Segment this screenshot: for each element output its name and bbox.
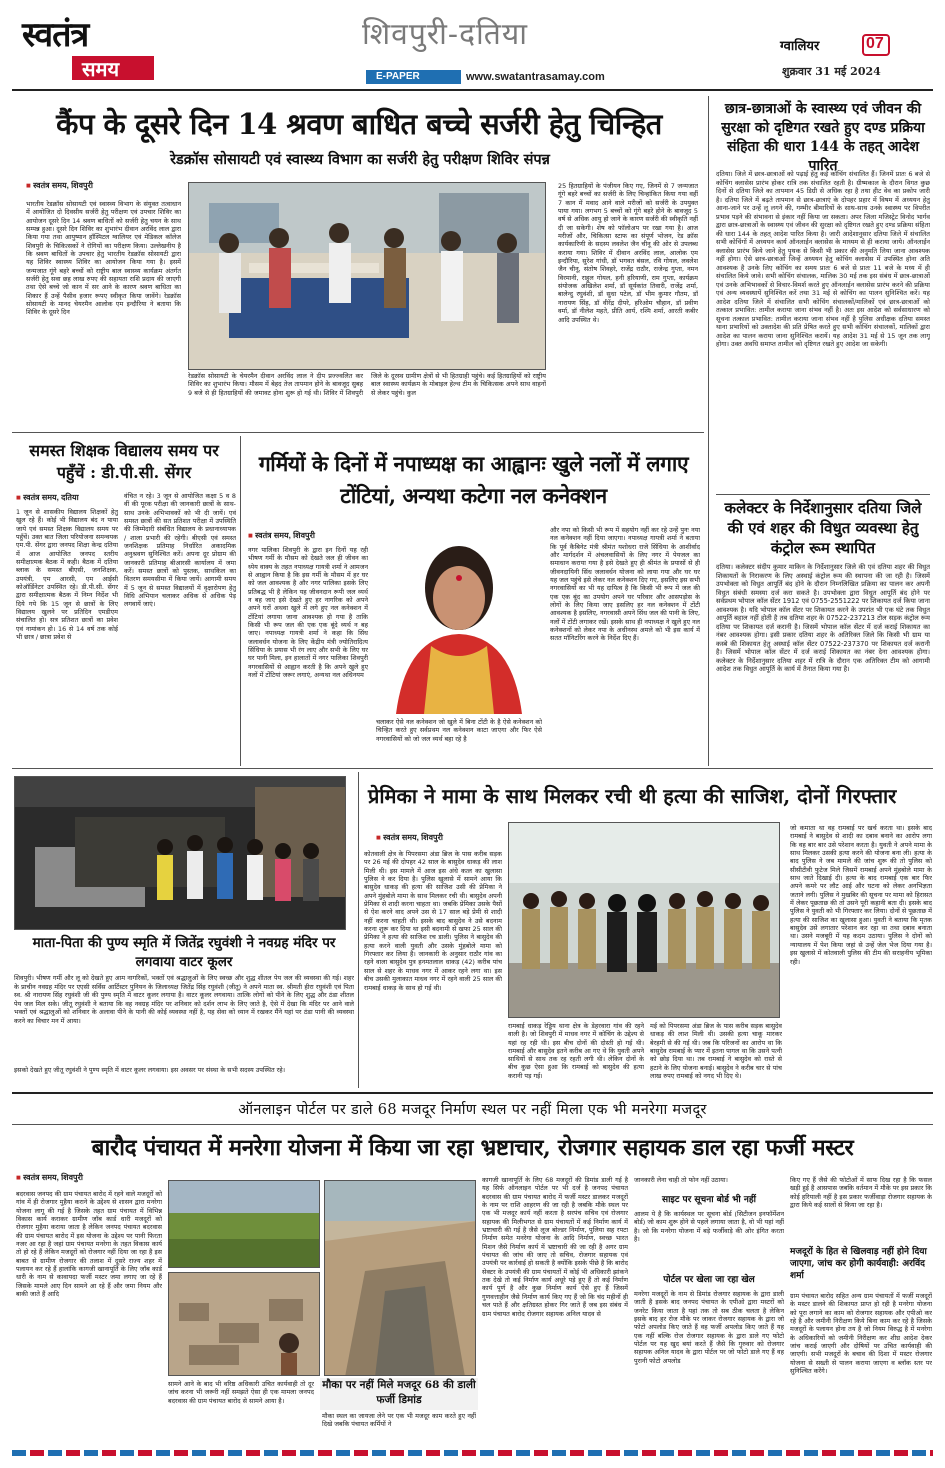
police-arrest-group-photo — [509, 823, 780, 1018]
issue-date: शुक्रवार 31 मई 2024 — [782, 65, 881, 78]
story7-col3: जो कमाता था वह रामबाई पर खर्च करता था। इसके बाद रामबाई ने बासुदेव से शादी का दबाव बनाने का आरोप लगा कि वह बार बार उसे परेशान करता है। युवती ने अपने मामा के साथ मिलकर उसकी हत्या करने की योजना बना ली। हत्या के बाद पुलिस ने जब मामले की जांच शुरू की तो पुलिस को सीसीटीवी फुटेज मिले जिसमें रामबाई अपने मुंहबोले मामा के साथ जाते दिखाई दी। हत्या के बाद रामबाई एक बार फिर अपने कमरे पर लौट आई और घटना को लेकर अनभिज्ञता जताने लगी। पुलिस ने मुखबिर की सूचना पर मामा को हिरासत में लेकर पूछताछ की तो उसने पूरी कहानी बता दी। इसके बाद पुलिस ने युवती को भी गिरफ्तार कर लिया। दोनों से पूछताछ में हत्या की साजिश का खुलासा हुआ। युवती ने बताया कि मृतक बासुदेव उसे लगातार परेशान कर रहा था तथा दबाव बनाता था। उसने मजबूरी में यह कदम उठाया। पुलिस ने दोनों को न्यायालय में पेश किया जहां से उन्हें जेल भेज दिया गया है। इस खुलासे में कोतवाली पुलिस की टीम की सराहनीय भूमिका रही। — [790, 824, 932, 966]
story8-col1: बदरवास जनपद की ग्राम पंचायत बारोद में रहने वाले मजदूरों को गांव में ही रोजगार मुहैया कराने के उद्देश्य से शासन द्वारा मनरेगा योजना लागू की गई है जिसके तहत ग्राम पंचायत में विभिन्न विकास कार्य कराकर ग्रामीण जॉब कार्ड धारी मजदूरों को रोजगार मुहैया कराया जाता है लेकिन जनपद पंचायत बदरवास की ग्राम पंचायत बारोद में इस योजना के उद्देश्य पर पानी फिरता नजर आ रहा है जहां ग्राम पंचायत मनरेगा के तहत विकास कार्य तो हो रहे हैं लेकिन मजदूरों को रोजगार नहीं दिया जा रहा है इस बाबत से ग्रामीण रोजगार की तलाश में दूसरे राज्य शहर में पलायन कर रहे हैं हालांकि कागजी खानापूर्ति के लिए जॉब कार्ड धारी के नाम से कावायदा फर्जी मस्टर जमा लगाए जा रहे हैं जिसके मामले आए दिन सामने आ रहे हैं और जमा नियम और बाकी जाते हैं आदि — [16, 1190, 162, 1299]
stone-construction-photo — [169, 1273, 320, 1376]
story6-photo — [14, 776, 346, 930]
story7-photo-caption: रामबाई धाकड़ रेड्डिय थाना क्षेत्र के डेहरवारा गांव की रहने वाली है। जो शिवपुरी में माधव नगर में कोचिंग के उद्देश्य से यहां रह रही थी। इस बीच दोनों की दोस्ती हो गई थी। रामबाई और बासुदेव इतने करीब आ गए थे कि युवती अपने साथियों से साथ तक रह रहती लगी थी। लेकिन दोनों के बीच कुछ ऐसा हुआ कि रामबाई को बासुदेव की हत्या करानी पड़ गई। — [508, 1022, 644, 1080]
story8-inset-body: मौका स्थल का जायजा लेने पर एक भी मजदूर काम करते हुए नहीं दिखे जबकि पंचायत कर्मियों ने — [322, 1412, 476, 1429]
nagar-palika-chairperson-portrait — [376, 526, 542, 714]
footer-strip — [12, 1450, 933, 1456]
story1-headline: कैंप के दूसरे दिन 14 श्रवण बाधित बच्चे सर्जरी हेतु चिन्हित — [56, 107, 662, 141]
story8-photo-stones — [168, 1272, 320, 1376]
water-cooler-temple-photo — [15, 777, 346, 930]
story2-headline: छात्र-छात्राओं के स्वास्थ्य एवं जीवन की सुरक्षा को दृष्टिगत रखते हुए दण्ड प्रक्रिया संहिता की धारा 144 के तहत् आदेश पारित — [721, 101, 925, 174]
story8-col3: कागजी खानापूर्ति के लिए 68 मजदूरों की डिमांड डाली गई है यह सिर्फ ऑनलाइन पोर्टल पर भी दर्ज है जनपद पंचायत बदरवास की ग्राम पंचायत बारोद में फर्जी मस्टर डालकर मजदूरों के नाम पर राशि आहरण की जा रही है जबकि मौके स्थल पर एक भी मजदूर कार्य नहीं करता है सरपंच सचिव एवं रोजगार सहायक की मिलीभगत से ग्राम पंचायतों में कई निर्माण कार्य में भ्रष्टाचारी की गई है जैसे लूज बोल्डर निर्माण, पुलिया सह रपटा निर्माण समेत मनरेगा योजना के आदि निर्माण, स्वच्छ भारत मिशन जैसे निर्माण कार्य में भ्रष्टाचारी की जा रही है अगर ग्राम पंचायत की जांच की जाए तो सचिव, रोजगार सहायक एवं उपयंत्री पर कार्रवाई हो सकती है क्योंकि इसके पीछे है कि बारोद सेक्टर के उपयंत्री की ग्राम पंचायतों में कोई भी अधिकारी झांकने तक देखे तो कई निर्माण कार्य अधूरे पड़े हुए हैं तो कई निर्माण कार्य पूर्ण है और कुछ निर्माण कार्य ऐसे हुए हैं जिसमें गुणवत्ताहीन जैसे निर्माण कार्य किए गए हैं जो कि चंद महीनों ही चल पाते हैं और क्षतिग्रस्त होकर गिर जाते हैं जब इस संबंध में ग्राम पंचायत बारोद रोजगार सहायक अनिल यादव से — [482, 1176, 628, 1318]
masthead — [0, 0, 945, 90]
story5-headline: गर्मियों के दिनों में नपाध्यक्ष का आह्वानः खुले नलों में लगाए टोंटियां, अन्यथा कटेगा नल कनेक्शन — [258, 451, 689, 508]
canal-site-photo — [325, 1181, 476, 1376]
logo-line2: समय — [82, 57, 120, 81]
story8-inset-title: मौका पर नहीं मिले मजदूर 68 की डाली फर्जी डिमांड — [322, 1379, 476, 1406]
field-photo — [169, 1181, 320, 1268]
story7-headline: प्रेमिका ने मामा के साथ मिलकर रची थी हत्या की साजिश, दोनों गिरफ्तार — [368, 784, 897, 808]
epaper-label: E-PAPER — [376, 71, 420, 82]
story6-body: शिवपुरी। भीषण गर्मी और लू को देखते हुए आम नागरिकों, भक्तों एवं श्रद्धालुओं के लिए स्वच्छ और शुद्ध शीतल पेय जल की व्यवस्था की गई। शहर के प्राचीन नवग्रह मंदिर पर एएसी सर्विस आर्टिस्टर पुनियन के जिलाध्यक्ष जितेंद्र सिंह रघुवंशी (जीतू) ने अपने माता स्व. श्रीमती हीरा रघुवंशी एवं पिता स्व. श्री नारायण सिंह रघुवंशी जी की पुण्य स्मृति में वाटर कूलर लगाया है। वाटर कूलर लगवाया। तात्कि लोगों को पीने के लिए शुद्ध और ठंडा शीतल पेय जल मिल सके। जीतू रघुवंशी ने बताया कि वह नवग्रह मंदिर पर शनिवार को दर्शन लाभ के लिए जाते है, ऐसे में देखा कि मंदिर पर आने वाले भक्तों एवं श्रद्धालुओं को शनिवार के अलावा पीने के पानी की कोई व्यवस्था नहीं है, यह सेवा को ध्यान में रखकर मैंने यहां पर ठंडा पानी की व्यवस्था करने का विचार मन में आया। — [14, 974, 354, 1025]
city-label: ग्वालियर — [780, 39, 820, 54]
story8-col4-top: जानकारी लेना चाही तो फोन नहीं उठाया। — [634, 1176, 728, 1184]
website-link[interactable]: www.swatantrasamay.com — [466, 71, 605, 83]
story8-col5-sub: मजदूरों के हित से खिलवाड़ नहीं होने दिया जाएगा, जांच कर होगी कार्यवाही: अरविंद शर्मा — [790, 1247, 927, 1281]
story1-byline: ■ स्वतंत्र समय, शिवपुरी — [26, 180, 93, 191]
story3-body: दतिया। कलेक्टर संदीप कुमार माकिन के निर्देशानुसार जिले की एवं दतिया शहर की विधुत शिकायतों के निराकरण के लिए अस्थाई कंट्रोल रूम की स्थापना की जा रही है। जिसमें उपभोक्ता को विधुत आपूर्ति बंद होने के दौरान निम्नलिखित प्रक्रिया का पालन कर अपनी विधुत संबंधी समस्या दर्ज करा सकते है। उपभोक्ता द्वारा विधुत आपूर्ति बंद होने पर सर्वप्रथम भोपाल कॉल सेंटर 1912 एवं 0755-2551222 पर शिकायत दर्ज किया जाना आवश्यक है। यदि भोपाल कॉल सेंटर पर शिकायत करने के उपरांत भी एक घंटे तक विधुत आपूर्ति बहाल नहीं होती है तब दतिया शहर के 07522-237213 टोल सड़क कंट्रोल रूम दतिया पर शिकायत दर्ज करानी है। जिसमें भोपाल कॉल सेंटर में दर्ज कराई शिकायत का नंबर आवश्यक होगा। इसी प्रकार दतिया शहर के अतिरिक्त जिले कि किसी भी ग्राम या कस्बे की शिकायत हेतु अस्थाई कॉल सेंटर 07522-237370 पर शिकायत दर्ज करानी है। जिसमें भोपाल कॉल सेंटर में दर्ज कराई शिकायत का नंबर देना आवश्यक होगा। कलेक्टर के निर्देशानुसार दतिया शहर में रात्रि के दौरान एक अतिरिक्त टीम को आगामी आदेश तक विधुत आपूर्ति के कार्य में तैनात किया गया है। — [716, 563, 930, 673]
story5-photo — [376, 526, 542, 714]
story8-col4-body1: आलम ये है कि कार्यस्थल पर सूचना बोर्ड (सिटीजन इनफॉर्मेशन बोर्ड) जो काम शुरू होने से पहले लगाया जाता है, वो भी यहां नहीं है। जो कि मनरेगा योजना में बड़े फर्जीवाड़े की ओर इंगित करता है। — [634, 1210, 784, 1244]
story5-photo-caption: चलाकर ऐसे नल कनेक्शन जो खुले में बिना टोंटी के है ऐसे कनेक्शन को चिन्हित करते हुए सर्वप्रथम नल कनेक्शन काटा जाएगा और फिर ऐसे नगरवासियों को जो जल व्यर्थ बहा रहे है — [376, 718, 542, 743]
story5-byline: ■ स्वतंत्र समय, शिवपुरी — [248, 530, 315, 541]
section-title: शिवपुरी-दतिया — [362, 17, 529, 52]
camp-photo-image — [189, 183, 546, 370]
story7-photo — [508, 822, 780, 1018]
story1-photo — [188, 182, 546, 370]
story3-headline: कलेक्टर के निर्देशानुसार दतिया जिले की एवं शहर की विधुत व्यवस्था हेतु कंट्रोल रूम स्थापित — [724, 499, 922, 557]
story7-col2b: मई को पिपरसमा अंडा ब्रिज के पास करीब सड़क बासुदेव धाकड़ की लाश मिली थी। उसकी हत्या चाकू मारकर बेरहमी से की गई थी। जब कि परिजनों का आरोप था कि बासुदेव रामबाई के प्यार में इतना पागल था कि उसने पत्नी को छोड़ दिया था। तब रामबाई ने बासुदेव को रास्ते से हटाने के लिए योजना बनाई। बासुदेव ने करीब चार से पांच लाख रुपए रामबाई को नगद भी दिए थे। — [650, 1022, 782, 1081]
masthead-rule — [12, 89, 933, 91]
story1-subhead: रेडक्रॉस सोसायटी एवं स्वास्थ्य विभाग का सर्जरी हेतु परीक्षण शिविर संपन्न — [170, 151, 550, 168]
story1-col1: भारतीय रेडक्रॉस सोसायटी एवं स्वास्थ्य विभाग के संयुक्त तत्वाधान में आयोजित दो दिवसीय सर्जरी हेतु परीक्षण एवं उपचार शिविर का आयोजन दूसरे दिन 14 श्रवण बाधितों को सर्जरी हेतु चयन के साथ सम्पन्न हुआ। दूसरे दिन शिविर का शुभारंभ दीवान अरविंद लाल द्वारा किया गया तथा आयुष्मान हॉस्पिटल ग्वालियर एवं मेडिकल कॉलेज शिवपुरी के चिकित्सकों ने रोगियों का परीक्षण किया। उल्लेखनीय है कि श्रवण बाधितों के उपचार हेतु भारतीय रेडक्रॉस सोसायटी द्वारा यह शिविर स्वास्थ्य शिविर का आयोजन किया गया है। इसमें जन्मजात गूंगे बहरे बच्चों को राष्ट्रीय बाल स्वास्थ्य कार्यक्रम अंतर्गत सर्जरी हेतु सवा छह लाख रुपए की सहायता राशि प्रदाय की जाएगी तथा ऐसे बच्चे जो कान में सर आने के कारण श्रवण बाधिता का शिकार हैं उन्हें पैसीव हजार रूपए स्वीकृत किया जावेंगे। रेडक्रॉस सोसायटी के मानद चेयरमैन आलोक एम इन्दौरिया ने बताया कि शिविर के दूसरे दिन — [26, 200, 181, 317]
story6-caption-extra: इसको देखते हुए जीतू रघुवंशी ने पुण्य स्मृति में वाटर कूलर लगवाया। इस अवसर पर संस्था के सभी सदस्य उपस्थित रहे। — [14, 1066, 286, 1074]
story6-headline: माता-पिता की पुण्य स्मृति में जितेंद्र रघुवंशी ने नवग्रह मंदिर पर लगवाया वाटर कूलर — [32, 935, 336, 970]
page-number: 07 — [866, 35, 884, 52]
story1-col3: 25 हितग्राहियों के पंजीयन किए गए, जिनमें से 7 जन्मजात गूंगे बहरे बच्चों का सर्जरी के लिए चिन्हांकित किया गया वहीं 7 कान में मवाद आने वाले मरीजों को सर्जरी के उपयुक्त पाया गया। लगभग 5 बच्चों को गूंगे बहरे होने के बावजूद 5 वर्ष से अधिक आयु हो जाने के कारण सर्जरी की स्वीकृति नहीं दी जा सकेगी। शेष को फॉलोअप पर रखा गया है। आज मरीजों और, चिकित्सा स्टाफ का संपूर्ण भोजन, रेड क्रॉस कार्यकारिणी के सदस्य लवलेश जैन चीनू की ओर से उपलब्ध कराया गया। शिविर में दीवान अरविंद लाल, आलोक एम इन्दौरिया, सुरेश गांधी, डॉ भगवत बंसल, रवि गोयल, लवलेश जैन चीनू, संतोष शिवहरे, राजेंद्र राठौर, राजेन्द्र गुप्ता, नमन विरमानी, राहुल गोयल, हनी हरियाणी, राम गुप्ता, कार्यक्रम संयोजक अखिलेश शर्मा, डॉ सूर्यकांत तिवारी, राजेंद्र शर्मा, बालेन्दु रघुवंशी, डॉ सुधा पटेल, डॉ भीम कुमार गौतम, डॉ नारायण सिंह, डॉ वीरेंद्र दीपरे, हरिओम चौहान, डॉ प्रवीण वर्मा, डॉ नीलेश महते, प्रीति आर्य, रश्मि शर्मा, आरती कबीर आदि उपस्थित थे। — [558, 182, 698, 324]
story4-col2: वंचित न रहे। 3 जून से आयोजित कक्षा 5 व 8 वीं की पूरक परीक्षा की जानकारी छात्रों के साथ-साथ उनके अभिभावकों को भी दी जायें। एवं समस्त छात्रों की सत प्रतिशत परीक्षा में उपस्थिति की जिम्मेदारी संबंधित विद्यालय के प्रधानाध्यापक / शाला प्रभारी की रहेगी। बीएसी एवं समस्त जनशिक्षक प्रतिमाह निर्धारित अकादमिक अनुश्रवण सुनिश्चित करें। अपना दूर प्रोग्राम की जानकारी प्रतिमाह बीआरसी कार्यालय में जमा करें। समस्त छात्रों को पुस्तक, साथकिल का वितरण समयसीमा में किया जायें। आगामी समय में 5 जून से समस्त विद्यालयों में वृक्षारोपण हेतु विधि अभियान चलाकर अधिक से अधिक पेड़ लगवायें जाएं। — [124, 492, 236, 609]
story7-col1: कोतवाली क्षेत्र के पिपरसमा अंडा ब्रिज के पास करीब सड़क पर 26 मई की दोपहर 42 साल के बासुदेव धाकड़ की लाश मिली थी। इस मामले में आज इस अंधे कत्ल का खुलासा पुलिस ने कर दिया है। पुलिस खुलासे में सामने आया कि बासुदेव धाकड़ की हत्या की साजिश उसी की प्रेमिका ने अपने मुंहबोले मामा के साथ मिलकर रची थी। बासुदेव अपनी प्रेमिका से शादी करना चाहता था। जबकि प्रेमिका उसके पैसों से ऐश करने वाद अपने उस से 17 साल बड़े प्रेमी से शादी नहीं करना चाहती थी। इसके बाद बासुदेव ने उसे बदनाम करना शुरू कर दिया था इसी बदनामी से खफा 25 साल की प्रेमिका ने हत्या की साजिश रच डाली। पुलिस ने बासुदेव की हत्या करने वाली युवती और उसके मुंहबोले मामा को गिरफ्तार कर लिया है। जानकारी के अनुसार राठौर गांव का रहने वाला बासुदेव पुत्र हनमतलाल धाकड़ (42) करीब पांच साल से शहर के माधव नगर में आकर रहने लगा था। इस बीच उसकी मुलाकात माधव नगर में रहने वाली 25 साल की रामबाई धाकड़ के साथ हो गई थी। — [364, 850, 502, 992]
story1-photo-caption: रेडक्रॉस सोसायटी के चेयरमैन दीवान अरविंद लाल ने दीप प्रज्ज्वलित कर शिविर का शुभारंभ किया। मौसम में बेहद तेज तापमान होने के बावजूद सुबह 9 बजे से ही हितग्राहियों की जमावट होना शुरू हो गई थी। शिविर में शिवपुरी जिले के दूरस्थ ग्रामीण क्षेत्रों से भी हितग्राही पहुंचे। कई हितग्राहियों को राष्ट्रीय बाल स्वास्थ्य कार्यक्रम के मोबाइल हेल्थ टीम के चिकित्सक अपने साथ वाहनों से लेकर पहुंचे। कुल — [188, 372, 546, 397]
story8-photo-field — [168, 1180, 320, 1268]
story8-col4-sub2: पोर्टल पर खेला जा रहा खेल — [663, 1275, 755, 1285]
story7-byline: ■ स्वतंत्र समय, शिवपुरी — [376, 832, 443, 843]
story8-photo-caption: सामने आने के बाद भी वरिष्ठ अधिकारी उचित कार्यवाही तो दूर जांच करना भी जरूरी नहीं समझते ऐसा ही एक मामला जनपद बदरवास की ग्राम पंचायत बारोद से सामने आया है। — [168, 1380, 314, 1405]
story8-col5-top: किए गए हैं जैसे की फोटोओं में साफ दिख रहा है कि फसल खड़ी हुई है आसपास जबकि वर्तमान में मौके पर इस प्रकार कि कोई हरियाली नहीं है इस प्रकार फर्जीवाड़ा रोजगार सहायक के द्वारा किये कई सालों से किया जा रहा है। — [790, 1176, 932, 1210]
logo-line1: स्वतंत्र — [22, 15, 89, 55]
story4-byline: ■ स्वतंत्र समय, दतिया — [16, 492, 79, 503]
story8-kicker: ऑनलाइन पोर्टल पर डाले 68 मजदूर निर्माण स्थल पर नहीं मिला एक भी मनरेगा मजदूर — [238, 1102, 707, 1118]
story5-col1: नगर पालिका शिवपुरी के द्वारा इन दिनों यह रही भीषण गर्मी के मौसम को देखते जल ही जीवन का ध्येय वाक्य के तहत नपाध्यक्ष गायत्री शर्मा ने आमजन से आह्वान किया है कि इस गर्मी के मौसम में हर घर को जल आवश्यक है और नगर पालिका इसके लिए प्रतिबद्ध भी है लेकिन यह जीवनदान रूपी जल व्यर्थ न बह जाए इसे देखते हुए हर नागरिक को अपने अपने घरों अथवा खुले में लगे हुए नल कनेक्शन में टोंटियां लगाया जाना आवश्यक हो गया है ताकि किसी भी रूप जल की एक एक बूंदे व्यर्थ न बह जाए। नपाध्यक्ष गायत्री शर्मा ने कहा कि सिंध जलावर्धन योजना के लिए केंद्रीय मंत्री ज्योतिरादित्य सिंधिया के प्रयास भी रंग लाए और सभी के लिए घर घर पानी मिला, इन हालातों में नगर पालिका शिवपुरी नगरवासियों से आह्वान करती है कि अपने खुले हुए नलों में टोंटियां जरूर लगाएं, अन्यथा नल अधिनयम — [248, 546, 368, 680]
story8-col4-sub1: साइट पर सूचना बोर्ड भी नहीं — [661, 1195, 756, 1205]
story8-headline: बारौद पंचायत में मनरेगा योजना में किया जा रहा भ्रष्टाचार, रोजगार सहायक डाल रहा फर्जी मस्टर — [91, 1135, 854, 1161]
story5-col3: और नपा को किसी भी रूप में सहयोग नहीं कर रहे उन्हें पुनः नया नल कनेक्शन नहीं दिया जाएगा। नपाध्यक्ष गायत्री शर्मा ने बताया कि पूर्व कैबिनेट मंत्री श्रीमंत यशोधरा राजे सिंधिया के आशीर्वाद और मार्गदर्शन में अंचलवासियों के लिए नगर में पेयजल का समाधान कराया गया है इसे देखते हुए ही श्रीमंत के प्रयासों से ही जीवनदायिनी सिंध जलावर्धन योजना को लाया गया और घर घर यह जल पहुंचे इसे लेकर नल कनेक्शन दिए गए, इसलिए इस सभी नगरवासियों का भी यह दायित्व है कि किसी भी रूप में जल की एक एक बूंद का उपयोग अपने घर परिवार और आसपड़ोस के लोगों के लिए किया जाए इसलिए हर नल कनेक्शन में टोंटी आवश्यक है इसलिए, नगरवासी अपने सिंध जल की पानी के लिए, नलों में टोंटी लगाकर रखें। इसके साथ ही नपाध्यक्ष ने खुले हुए नल कनेक्शनों को लेकर नपा के अधीनस्थ अमले को भी इस कार्य में सतत मॉनिटरिंग करने के निर्देश दिए हैं। — [550, 526, 700, 643]
story8-byline: ■ स्वतंत्र समय, शिवपुरी — [16, 1172, 83, 1183]
story8-col5-body: ग्राम पंचायत बारोद सहित अन्य ग्राम पंचायतों में फर्जी मजदूरों के मस्टर डालने की शिकायत प्राप्त हो रही है मनरेगा योजना को पूरा लगाने का काम को रोजगार सहायक और एपीओ कर रहे है और जमीनी निरीक्षण किये बिना काम कर रहे है जिसके मजदूरों के पलायन होना तय है जो नियम विरुद्ध है में मनरेगा के अधिकारियों को जमीनी निरीक्षण कर शीघ्र आदेश देकर जांच कराई जाएगी और दोषियों पर उचित कार्यवाही की जाएगी। सभी मजदूरों के बचाव की दिशा में मस्टर रोजगार योजना से सख्ती से पालन कराया जाएगा व ब्लॉक स्तर पर सुनिश्चित करेंगे। — [790, 1292, 932, 1376]
story4-headline: समस्त शिक्षक विद्यालय समय पर पहुँचें : डी.पी.सी. सेंगर — [29, 441, 219, 482]
story8-photo-canal — [324, 1180, 476, 1376]
story4-col1: 1 जून से शासकीय विद्यालय शिक्षकों हेतु खुल रहे हैं। कोई भी विद्यालय बंद न पाया जाये एवं समस्त शिक्षक विद्यालय समय पर पहुँचें। उक्त बात जिला परियोजना समन्वयक एम.पी. सेंगर द्वारा जनपद शिक्षा केन्द्र दतिया में आज आयोजित जनपद स्तरीय समीक्षात्मक बैठक में कही। बैठक में दतिया ब्लाक के समस्त बीएसी, जनशिक्षक, उपयंत्री, एम आरसी, एम आईसी कोऑर्डिनेटर उपस्थित रहे। डी.पी.सी. सेंगर द्वारा समीक्षात्मक बैठक में निम्न निर्देश भी दिये गये कि 15 जून से छात्रों के लिए विद्यालय खुलने पर प्रतिदिन एमडीएम संचालित हो। सत्र प्रतिशत छात्रों का प्रवेश एवं नामांकन हो। 16 से 14 वर्ष तक कोई भी छात्र / छात्रा प्रवेश से — [16, 508, 118, 642]
story8-col4-body2: मनरेगा मजदूरों के नाम से डिमांड रोजगार सहायक के द्वारा डाली जाती है इसके बाद जनपद पंचायत के एपीओ द्वारा मस्टरों को जनरेट किया जाता है यहां तक तो सब ठीक चलता है लेकिन इसके बाद हर रोज मौके पर जाकर रोजगार सहायक के द्वारा जो फोटो अपलोड किए जाते हैं वह फर्जी अपलोड किए जाते हैं यह एक नहीं बल्कि रोज रोजगार सहायक के द्वारा डाले गए फोटो पोर्टल पर यह खुद बयां करते हैं जैसे कि गुरुवार को रोजगार सहायक अनिल यादव के द्वारा पोर्टल पर जो फोटो डाले गए हैं वह पुरानी फोटो अपलोड — [634, 1290, 784, 1365]
story2-body: दतिया। जिले में छात्र-छात्राओं को पढ़ाई हेतु कई कोचिंग संचालित हैं। जिनमें प्रातः 6 बजे से कोचिंग क्लासेस प्रारंभ होकर रात्रि तक संचालित रहती है। ग्रीष्मकाल के दौरान विगत कुछ दिनों से दतिया जिले का तापमान 45 डिग्री से अधिक रहा है तथा हीट वेव का प्रकोप जारी है। दतिया जिले में बढ़ते तापमान से छात्र-छात्राएं के दोपहर प्रहार में विषम में अध्ययन हेतु आना-जाने पर उन्हें लू लगने की, गम्भीर बीमारियों के साथ-साथ उनके स्वास्थ्य पर विपरीत प्रभाव पड़ने की संभावना से इंकार नहीं किया जा सकता। अपर जिला मजिस्ट्रेट विनोद भार्गव द्वारा छात्र-छात्राओं के स्वास्थ्य एवं जीवन की सुरक्षा को दृष्टिगत रखते हुए दण्ड प्रक्रिया संहिता की धारा 144 के तहत् आदेश पारित किया है। जारी आदेशानुसार दतिया जिले में संचालित सभी कोचिंगों में अध्ययन कार्य ऑनलाईन क्लासेस के माध्यम से ही कराया जाये। ऑनलाईन क्लासेस प्रारंभ किये जाने हेतु पृथक से किसी भी प्रकार की अनुमति लिया जाना आवश्यक नहीं होगा। ऐसे छात्र-छात्राओं जिन्हें अध्ययन हेतु कोचिंग क्लासेस में उपस्थित होना अति आवश्यक है उनके लिए कोचिंग का समय प्रातः 6 बजे से प्रातः 11 बजे के मध्य में ही संचालित किये जावे। सभी कोचिंग संचालक, मालिक 30 मई तक इस संबंध में छात्र-छात्राओं एवं उनके अभिभावकों से विचार-विमर्श करते हुए ऑनलाईन क्लासेस प्रारंभ करने की प्रक्रिया एवं अन्य व्यवस्थायें सुनिश्चित करें तथा 31 मई से कोचिंग का पालन सुनिश्चित करें। यह आदेश दतिया जिले में संचालित सभी कोचिंग संचालकों/मालिकों एवं छात्र-छात्राओं को तत्काल प्रभावित: तामील कराया जाना संभव नहीं है। अतः इस आदेश को सर्वसाधारण को सूचना तत्काल प्रभावित: तामील कराया जाना संभव नहीं है पुलिस अधीक्षक दतिया समस्त थाना प्रभारियों को उक्तादेश की प्रति प्रेषित करते हुए सभी कोचिंग संचालकों, मालिकों द्वारा आदेश का पालन कराया जाना सुनिश्चित करायें। यह आदेश 31 मई से 15 जून तक लागू होगा। उक्त अवधि समाप्त तामील को दृष्टिगत रखते हुए आदेश जा सकेगी। — [716, 170, 930, 348]
